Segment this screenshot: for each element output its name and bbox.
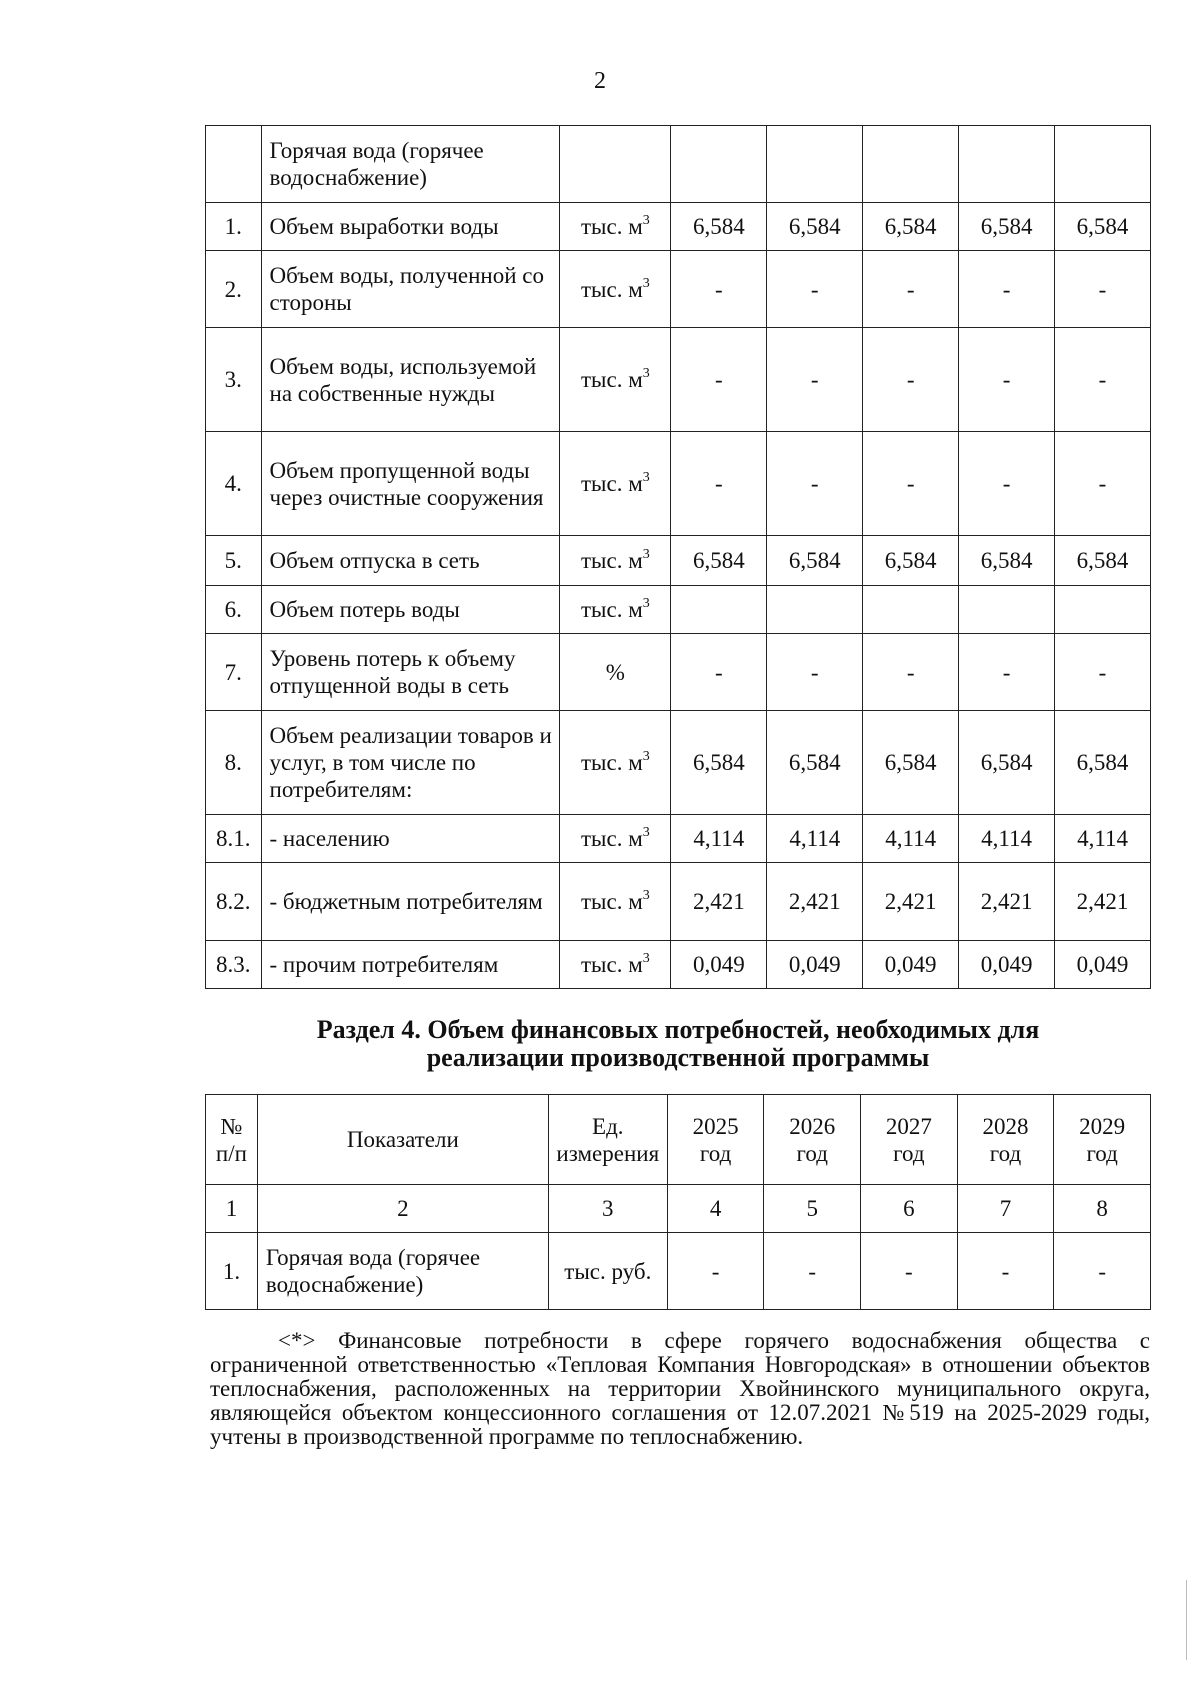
row-value: - <box>767 251 863 328</box>
header-year-suffix: год <box>989 1140 1022 1166</box>
row-num: 8.3. <box>206 941 262 989</box>
row-unit-text: тыс. м <box>580 276 643 302</box>
row-value: 4,114 <box>863 815 959 863</box>
row-value: - <box>767 634 863 711</box>
row-value: - <box>863 432 959 536</box>
column-index: 2 <box>257 1185 548 1233</box>
header-year-2025 <box>667 1095 764 1185</box>
row-num: 1. <box>206 1233 258 1310</box>
table-row <box>206 941 1151 989</box>
header-year: 2029 <box>1079 1113 1126 1139</box>
row-unit <box>560 711 671 815</box>
row-name: Объем потерь воды <box>261 586 560 634</box>
header-year: 2028 <box>982 1113 1029 1139</box>
row-unit-text: тыс. м <box>580 826 643 851</box>
row-value: - <box>863 251 959 328</box>
table-row <box>206 863 1151 941</box>
row-value: 0,049 <box>1055 941 1151 989</box>
row-value: - <box>671 634 767 711</box>
row-value: - <box>767 432 863 536</box>
row-value: 6,584 <box>959 203 1055 251</box>
row-value <box>671 126 767 203</box>
row-value: - <box>1055 432 1151 536</box>
row-unit-text: тыс. м <box>580 367 643 392</box>
header-year-suffix: год <box>1086 1140 1118 1166</box>
header-num-symbol: № <box>220 1113 243 1139</box>
column-index: 8 <box>1054 1185 1151 1233</box>
row-value: 6,584 <box>959 536 1055 586</box>
table-row <box>206 1233 1151 1310</box>
row-value: 0,049 <box>767 941 863 989</box>
table-row <box>206 815 1151 863</box>
column-index: 4 <box>667 1185 764 1233</box>
column-index: 3 <box>548 1185 667 1233</box>
row-value: 0,049 <box>671 941 767 989</box>
row-value: - <box>671 432 767 536</box>
row-value: - <box>1054 1233 1151 1310</box>
row-value: 6,584 <box>767 536 863 586</box>
header-unit-line-2: измерения <box>556 1140 660 1166</box>
row-unit <box>560 941 671 989</box>
row-unit-text: тыс. м <box>580 548 643 573</box>
row-name: Объем реализации товаров и услуг, в том числе по потребителям: <box>261 711 560 815</box>
column-index: 6 <box>861 1185 958 1233</box>
header-unit <box>548 1095 667 1185</box>
table-row <box>206 328 1151 432</box>
header-unit-line-1: Ед. <box>592 1113 624 1139</box>
row-num: 6. <box>206 586 262 634</box>
row-name: Горячая вода (горячее водоснабжение) <box>261 126 560 203</box>
row-value: 6,584 <box>1055 536 1151 586</box>
row-value: - <box>861 1233 958 1310</box>
header-year-suffix: год <box>699 1140 732 1166</box>
row-unit <box>560 586 671 634</box>
row-unit-text: тыс. м <box>580 750 643 775</box>
header-year-suffix: год <box>893 1140 925 1166</box>
row-num: 2. <box>206 251 262 328</box>
row-value: 6,584 <box>671 203 767 251</box>
row-value: 4,114 <box>959 815 1055 863</box>
row-value: - <box>957 1233 1054 1310</box>
row-unit <box>560 126 671 203</box>
header-year-suffix: год <box>796 1140 828 1166</box>
scan-margin-line <box>1186 1580 1187 1660</box>
row-value: 2,421 <box>671 863 767 941</box>
column-index: 5 <box>764 1185 861 1233</box>
row-value: 6,584 <box>767 711 863 815</box>
row-unit <box>560 863 671 941</box>
table-row <box>206 586 1151 634</box>
row-name: Объем пропущенной воды через очистные сооружения <box>261 432 560 536</box>
header-name: Показатели <box>257 1095 548 1185</box>
row-name: Объем воды, полученной со стороны <box>261 251 560 328</box>
row-num: 8. <box>206 711 262 815</box>
row-name: Горячая вода (горячее водоснабжение) <box>257 1233 548 1310</box>
cubic-superscript: 3 <box>642 213 650 229</box>
row-value: - <box>671 251 767 328</box>
row-unit-text: тыс. м <box>580 471 643 496</box>
row-unit <box>560 815 671 863</box>
header-year: 2025 <box>692 1113 739 1139</box>
header-num <box>206 1095 258 1185</box>
row-name: Объем воды, используемой на собственные нужды <box>261 328 560 432</box>
row-value: - <box>767 328 863 432</box>
cubic-superscript: 3 <box>642 749 650 765</box>
table-row <box>206 126 1151 203</box>
row-value <box>959 586 1055 634</box>
row-value: - <box>1055 328 1151 432</box>
footnote <box>210 1329 1150 1449</box>
row-value: - <box>1055 634 1151 711</box>
row-value: - <box>671 328 767 432</box>
row-value: 6,584 <box>863 536 959 586</box>
row-name: - прочим потребителям <box>261 941 560 989</box>
row-unit <box>560 251 671 328</box>
row-value: 6,584 <box>863 203 959 251</box>
row-value <box>863 126 959 203</box>
table-row <box>206 634 1151 711</box>
row-value: 6,584 <box>1055 203 1151 251</box>
row-num: 4. <box>206 432 262 536</box>
row-value: 4,114 <box>671 815 767 863</box>
row-value: 6,584 <box>767 203 863 251</box>
cubic-superscript: 3 <box>642 825 650 841</box>
table-row <box>206 711 1151 815</box>
cubic-superscript: 3 <box>642 470 650 486</box>
row-unit <box>560 203 671 251</box>
row-value <box>1055 586 1151 634</box>
table-row <box>206 251 1151 328</box>
row-value: 2,421 <box>959 863 1055 941</box>
table-row <box>206 203 1151 251</box>
row-value: - <box>667 1233 764 1310</box>
cubic-superscript: 3 <box>642 888 650 904</box>
header-year-2029 <box>1054 1095 1151 1185</box>
row-name: Уровень потерь к объему отпущенной воды в сеть <box>261 634 560 711</box>
row-value: - <box>863 634 959 711</box>
financial-needs-table <box>205 1094 1151 1310</box>
row-value: 0,049 <box>863 941 959 989</box>
row-value: 6,584 <box>959 711 1055 815</box>
section-heading-line-1: Раздел 4. Объем финансовых потребностей, необходимых для <box>316 1015 1040 1044</box>
row-value: 6,584 <box>671 711 767 815</box>
cubic-superscript: 3 <box>642 366 650 382</box>
row-unit <box>560 328 671 432</box>
row-value <box>767 586 863 634</box>
footnote-text: <*> Финансовые потребности в сфере горячего водоснабжения общества с ограниченной ответственностью «Тепловая Компания Новгородская» в отношении объектов теплоснабжения, расположенных на территории Хвойнинского муниципального округа, являющейся объектом концессионного соглашения от 12.07.2021 №519 на 2025-2029 годы, учтены в производственной программе по теплоснабжению. <box>210 1328 1150 1449</box>
row-num: 3. <box>206 328 262 432</box>
row-name: Объем выработки воды <box>261 203 560 251</box>
row-unit <box>560 634 671 711</box>
row-num: 7. <box>206 634 262 711</box>
row-value: 6,584 <box>671 536 767 586</box>
row-name: - бюджетным потребителям <box>261 863 560 941</box>
row-value: 2,421 <box>767 863 863 941</box>
row-value: - <box>764 1233 861 1310</box>
header-year-2028 <box>957 1095 1054 1185</box>
row-unit-text: тыс. м <box>580 952 643 977</box>
row-unit-text: тыс. м <box>580 597 643 622</box>
row-value: 2,421 <box>1055 863 1151 941</box>
header-year-2027 <box>861 1095 958 1185</box>
row-unit: тыс. руб. <box>548 1233 667 1310</box>
row-unit-text: % <box>605 659 625 685</box>
row-unit-text: тыс. м <box>580 889 643 914</box>
column-index: 1 <box>206 1185 258 1233</box>
row-value <box>959 126 1055 203</box>
row-value: - <box>959 634 1055 711</box>
header-year: 2026 <box>789 1113 836 1139</box>
row-unit <box>560 432 671 536</box>
cubic-superscript: 3 <box>642 596 650 612</box>
cubic-superscript: 3 <box>642 951 650 967</box>
header-year: 2027 <box>885 1113 932 1139</box>
cubic-superscript: 3 <box>642 547 650 563</box>
header-num-label: п/п <box>215 1140 247 1166</box>
row-num: 8.2. <box>206 863 262 941</box>
row-value: - <box>1055 251 1151 328</box>
row-value: 6,584 <box>1055 711 1151 815</box>
row-value <box>671 586 767 634</box>
table-row <box>206 536 1151 586</box>
row-value: 4,114 <box>767 815 863 863</box>
row-num: 1. <box>206 203 262 251</box>
row-value: 4,114 <box>1055 815 1151 863</box>
row-num: 5. <box>206 536 262 586</box>
row-value: - <box>863 328 959 432</box>
column-index-row <box>206 1185 1151 1233</box>
row-value: - <box>959 328 1055 432</box>
table-row <box>206 432 1151 536</box>
table-header-row <box>206 1095 1151 1185</box>
row-name: - населению <box>261 815 560 863</box>
row-value <box>1055 126 1151 203</box>
row-num: 8.1. <box>206 815 262 863</box>
row-value: - <box>959 432 1055 536</box>
production-volume-table <box>205 125 1151 989</box>
row-unit-text: тыс. м <box>580 214 643 239</box>
column-index: 7 <box>957 1185 1054 1233</box>
row-value <box>863 586 959 634</box>
row-num <box>206 126 262 203</box>
section-heading <box>205 1016 1151 1072</box>
row-name: Объем отпуска в сеть <box>261 536 560 586</box>
row-value <box>767 126 863 203</box>
row-value: 6,584 <box>863 711 959 815</box>
row-value: 0,049 <box>959 941 1055 989</box>
row-unit <box>560 536 671 586</box>
row-value: - <box>959 251 1055 328</box>
cubic-superscript: 3 <box>642 275 650 291</box>
row-value: 2,421 <box>863 863 959 941</box>
section-heading-line-2: реализации производственной программы <box>426 1043 930 1072</box>
header-year-2026 <box>764 1095 861 1185</box>
page-number: 2 <box>594 68 606 94</box>
